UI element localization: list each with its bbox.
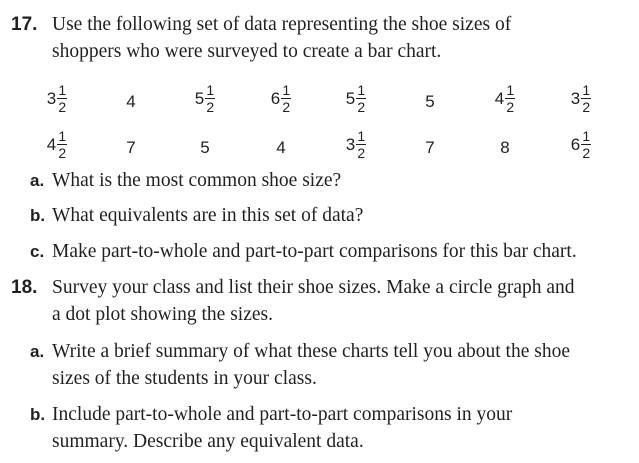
- shoe-size-value: [480, 83, 530, 114]
- fraction-numerator: 1: [206, 82, 215, 98]
- problem-18-number: 18.: [11, 277, 38, 298]
- fraction-denominator: 2: [58, 99, 67, 116]
- problem-18a-text-line-2: sizes of the students in your class.: [52, 368, 317, 389]
- shoe-size-whole: 6: [570, 134, 581, 154]
- shoe-size-value: [106, 129, 156, 158]
- shoe-size-whole: 4: [494, 88, 505, 108]
- problem-17a-letter: a.: [30, 171, 45, 190]
- problem-18-text-line-1: Survey your class and list their shoe sizes. Make a circle graph and: [52, 277, 575, 298]
- shoe-size-value: [180, 129, 230, 158]
- shoe-size-value: [405, 129, 455, 158]
- shoe-size-whole: 5: [345, 88, 356, 108]
- problem-17a-text: What is the most common shoe size?: [52, 170, 342, 191]
- shoe-size-whole: 6: [270, 88, 281, 108]
- shoe-size-whole: 4: [276, 137, 286, 157]
- problem-18b-text-line-1: Include part-to-whole and part-to-part comparisons in your: [52, 404, 513, 425]
- shoe-size-value: [331, 83, 381, 114]
- fraction-one-half: [356, 83, 366, 114]
- fraction-numerator: 1: [282, 82, 291, 98]
- fraction-one-half: [581, 83, 591, 114]
- fraction-numerator: 1: [506, 82, 515, 98]
- problem-17b-letter: b.: [30, 206, 46, 225]
- fraction-one-half: [505, 83, 515, 114]
- fraction-numerator: 1: [58, 82, 67, 98]
- fraction-numerator: 1: [582, 128, 591, 144]
- fraction-numerator: 1: [357, 82, 366, 98]
- fraction-one-half: [205, 83, 215, 114]
- problem-17-text-line-2: shoppers who were surveyed to create a bar chart.: [52, 41, 442, 62]
- shoe-size-value: [32, 129, 82, 160]
- shoe-size-whole: 7: [126, 137, 136, 157]
- shoe-size-value: [106, 83, 156, 112]
- shoe-size-value: [556, 83, 606, 114]
- shoe-size-value: [32, 83, 82, 114]
- problem-18a-letter: a.: [30, 342, 45, 361]
- fraction-denominator: 2: [58, 145, 67, 162]
- problem-17b-text: What equivalents are in this set of data?: [52, 205, 364, 226]
- shoe-size-whole: 4: [126, 91, 136, 111]
- fraction-denominator: 2: [357, 99, 366, 116]
- fraction-one-half: [356, 129, 366, 160]
- fraction-numerator: 1: [582, 82, 591, 98]
- shoe-size-value: [480, 129, 530, 158]
- fraction-denominator: 2: [582, 99, 591, 116]
- fraction-denominator: 2: [357, 145, 366, 162]
- shoe-size-whole: 5: [194, 88, 205, 108]
- shoe-size-whole: 8: [500, 137, 510, 157]
- fraction-one-half: [581, 129, 591, 160]
- problem-18-text-line-2: a dot plot showing the sizes.: [52, 304, 273, 325]
- shoe-size-whole: 3: [570, 88, 581, 108]
- fraction-denominator: 2: [582, 145, 591, 162]
- fraction-denominator: 2: [282, 99, 291, 116]
- problem-17c-text: Make part-to-whole and part-to-part comparisons for this bar chart.: [52, 241, 577, 262]
- shoe-size-value: [256, 83, 306, 114]
- shoe-size-whole: 5: [425, 91, 435, 111]
- shoe-size-whole: 7: [425, 137, 435, 157]
- shoe-size-value: [556, 129, 606, 160]
- problem-18b-letter: b.: [30, 405, 46, 424]
- shoe-size-value: [180, 83, 230, 114]
- problem-18b-text-line-2: summary. Describe any equivalent data.: [52, 431, 364, 452]
- fraction-denominator: 2: [206, 99, 215, 116]
- fraction-one-half: [57, 83, 67, 114]
- shoe-size-whole: 4: [46, 134, 57, 154]
- fraction-denominator: 2: [506, 99, 515, 116]
- problem-18a-text-line-1: Write a brief summary of what these charts tell you about the shoe: [52, 341, 570, 362]
- problem-17c-letter: c.: [30, 242, 45, 261]
- shoe-size-whole: 3: [46, 88, 57, 108]
- shoe-size-value: [256, 129, 306, 158]
- fraction-numerator: 1: [58, 128, 67, 144]
- fraction-one-half: [57, 129, 67, 160]
- shoe-size-value: [331, 129, 381, 160]
- problem-17-number: 17.: [11, 14, 38, 35]
- fraction-numerator: 1: [357, 128, 366, 144]
- shoe-size-whole: 5: [200, 137, 210, 157]
- shoe-size-whole: 3: [345, 134, 356, 154]
- problem-17-text-line-1: Use the following set of data representing the shoe sizes of: [52, 14, 512, 35]
- shoe-size-value: [405, 83, 455, 112]
- fraction-one-half: [281, 83, 291, 114]
